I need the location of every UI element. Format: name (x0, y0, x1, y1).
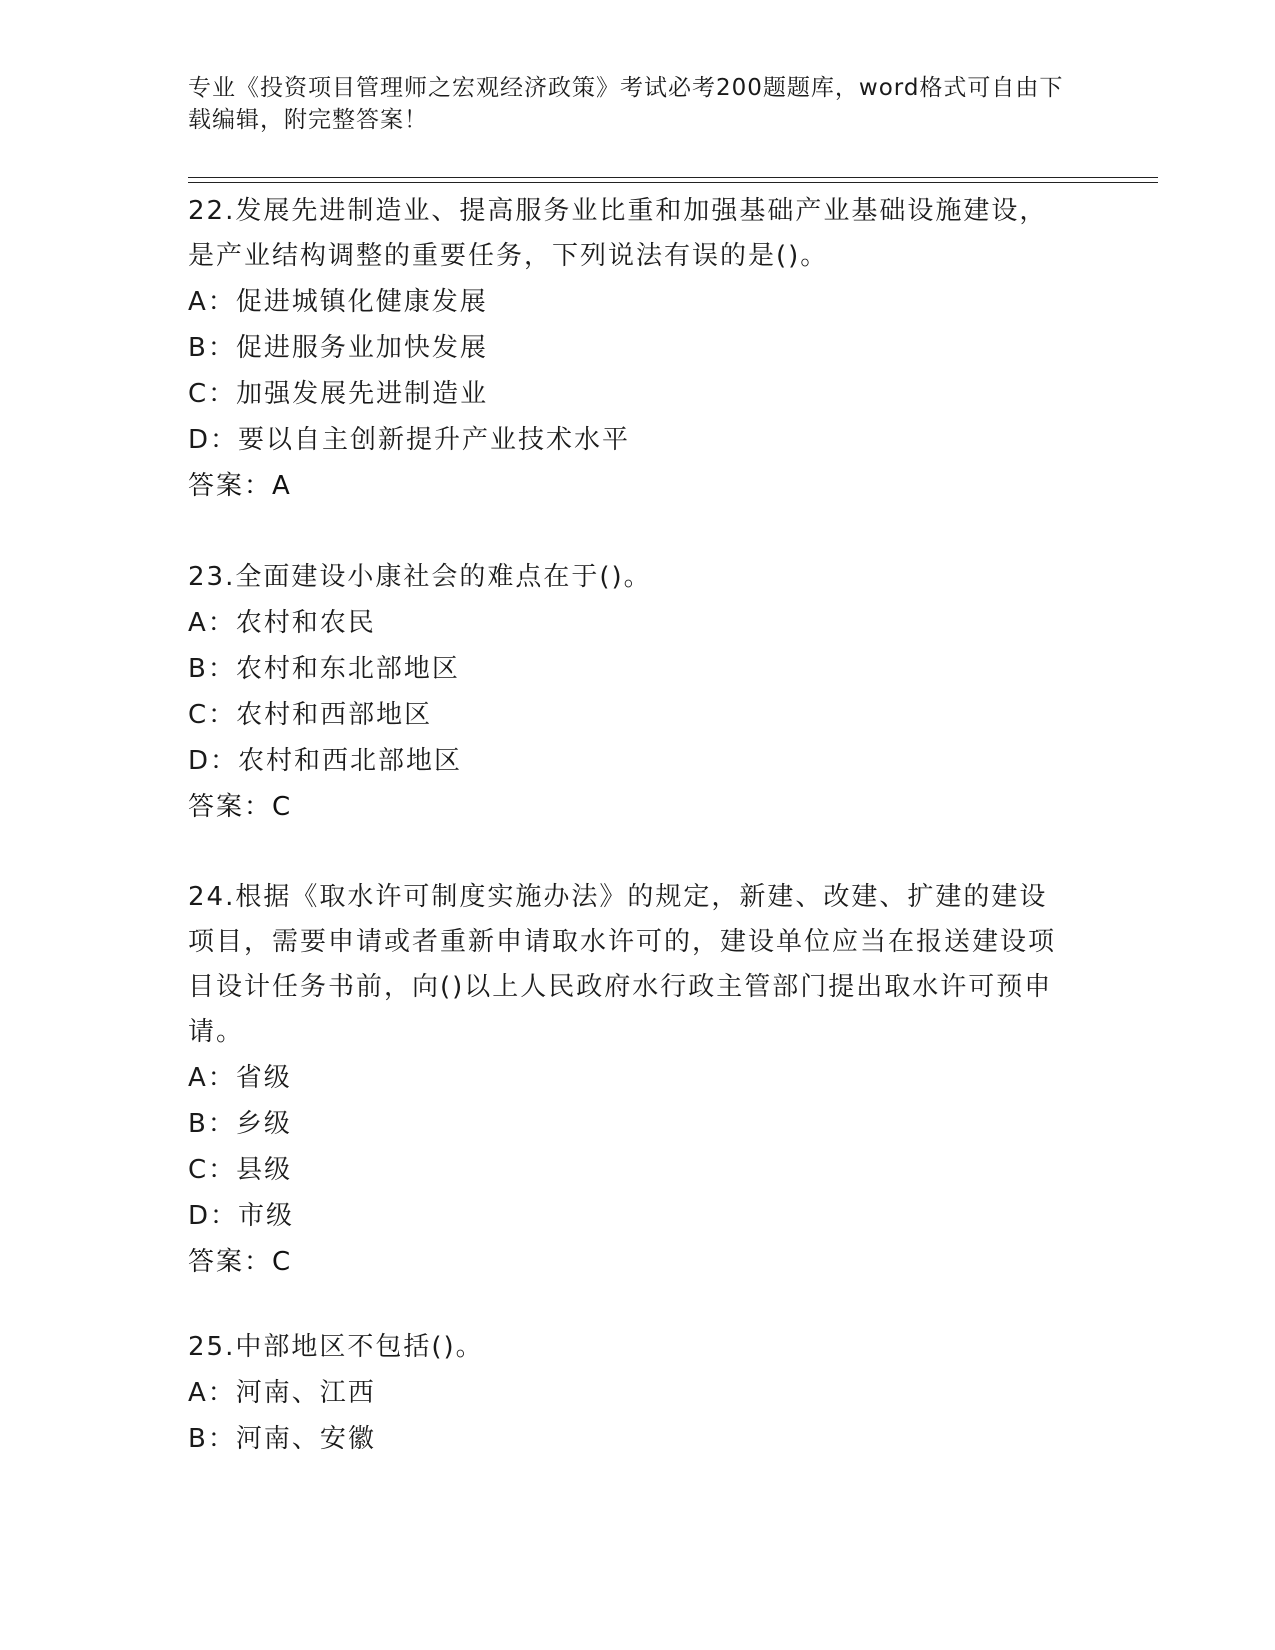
option-d: D：农村和西北部地区 (188, 746, 463, 776)
option-d: D：要以自主创新提升产业技术水平 (188, 425, 631, 455)
option-a: A：促进城镇化健康发展 (188, 287, 488, 317)
option-c: C：农村和西部地区 (188, 700, 433, 730)
header-divider-top (188, 177, 1158, 178)
option-c: C：县级 (188, 1155, 293, 1185)
option-b: B：河南、安徽 (188, 1424, 376, 1454)
option-b: B：促进服务业加快发展 (188, 333, 488, 363)
document-header: 专业《投资项目管理师之宏观经济政策》考试必考200题题库，word格式可自由下载编辑，附完整答案！ (188, 75, 1064, 133)
option-b: B：乡级 (188, 1109, 292, 1139)
option-d: D：市级 (188, 1201, 295, 1231)
header-divider-bottom (188, 182, 1158, 183)
question-stem: 24.根据《取水许可制度实施办法》的规定，新建、改建、扩建的建设项目，需要申请或者重新申请取水许可的，建设单位应当在报送建设项目设计任务书前，向()以上人民政府水行政主管部门提出取水许可预申请。 (188, 882, 1057, 1047)
question-23 (188, 555, 1068, 830)
option-c: C：加强发展先进制造业 (188, 379, 489, 409)
option-a: A：省级 (188, 1063, 292, 1093)
answer-line: 答案：C (188, 1247, 293, 1277)
option-b: B：农村和东北部地区 (188, 654, 460, 684)
question-22 (188, 189, 1068, 509)
option-a: A：农村和农民 (188, 608, 376, 638)
answer-line: 答案：A (188, 471, 292, 501)
option-a: A：河南、江西 (188, 1378, 376, 1408)
question-stem: 23.全面建设小康社会的难点在于()。 (188, 562, 652, 592)
question-24 (188, 875, 1068, 1285)
answer-line: 答案：C (188, 792, 293, 822)
question-stem: 25.中部地区不包括()。 (188, 1332, 484, 1362)
question-stem: 22.发展先进制造业、提高服务业比重和加强基础产业基础设施建设，是产业结构调整的重要任务，下列说法有误的是()。 (188, 196, 1048, 271)
question-25 (188, 1325, 1068, 1462)
